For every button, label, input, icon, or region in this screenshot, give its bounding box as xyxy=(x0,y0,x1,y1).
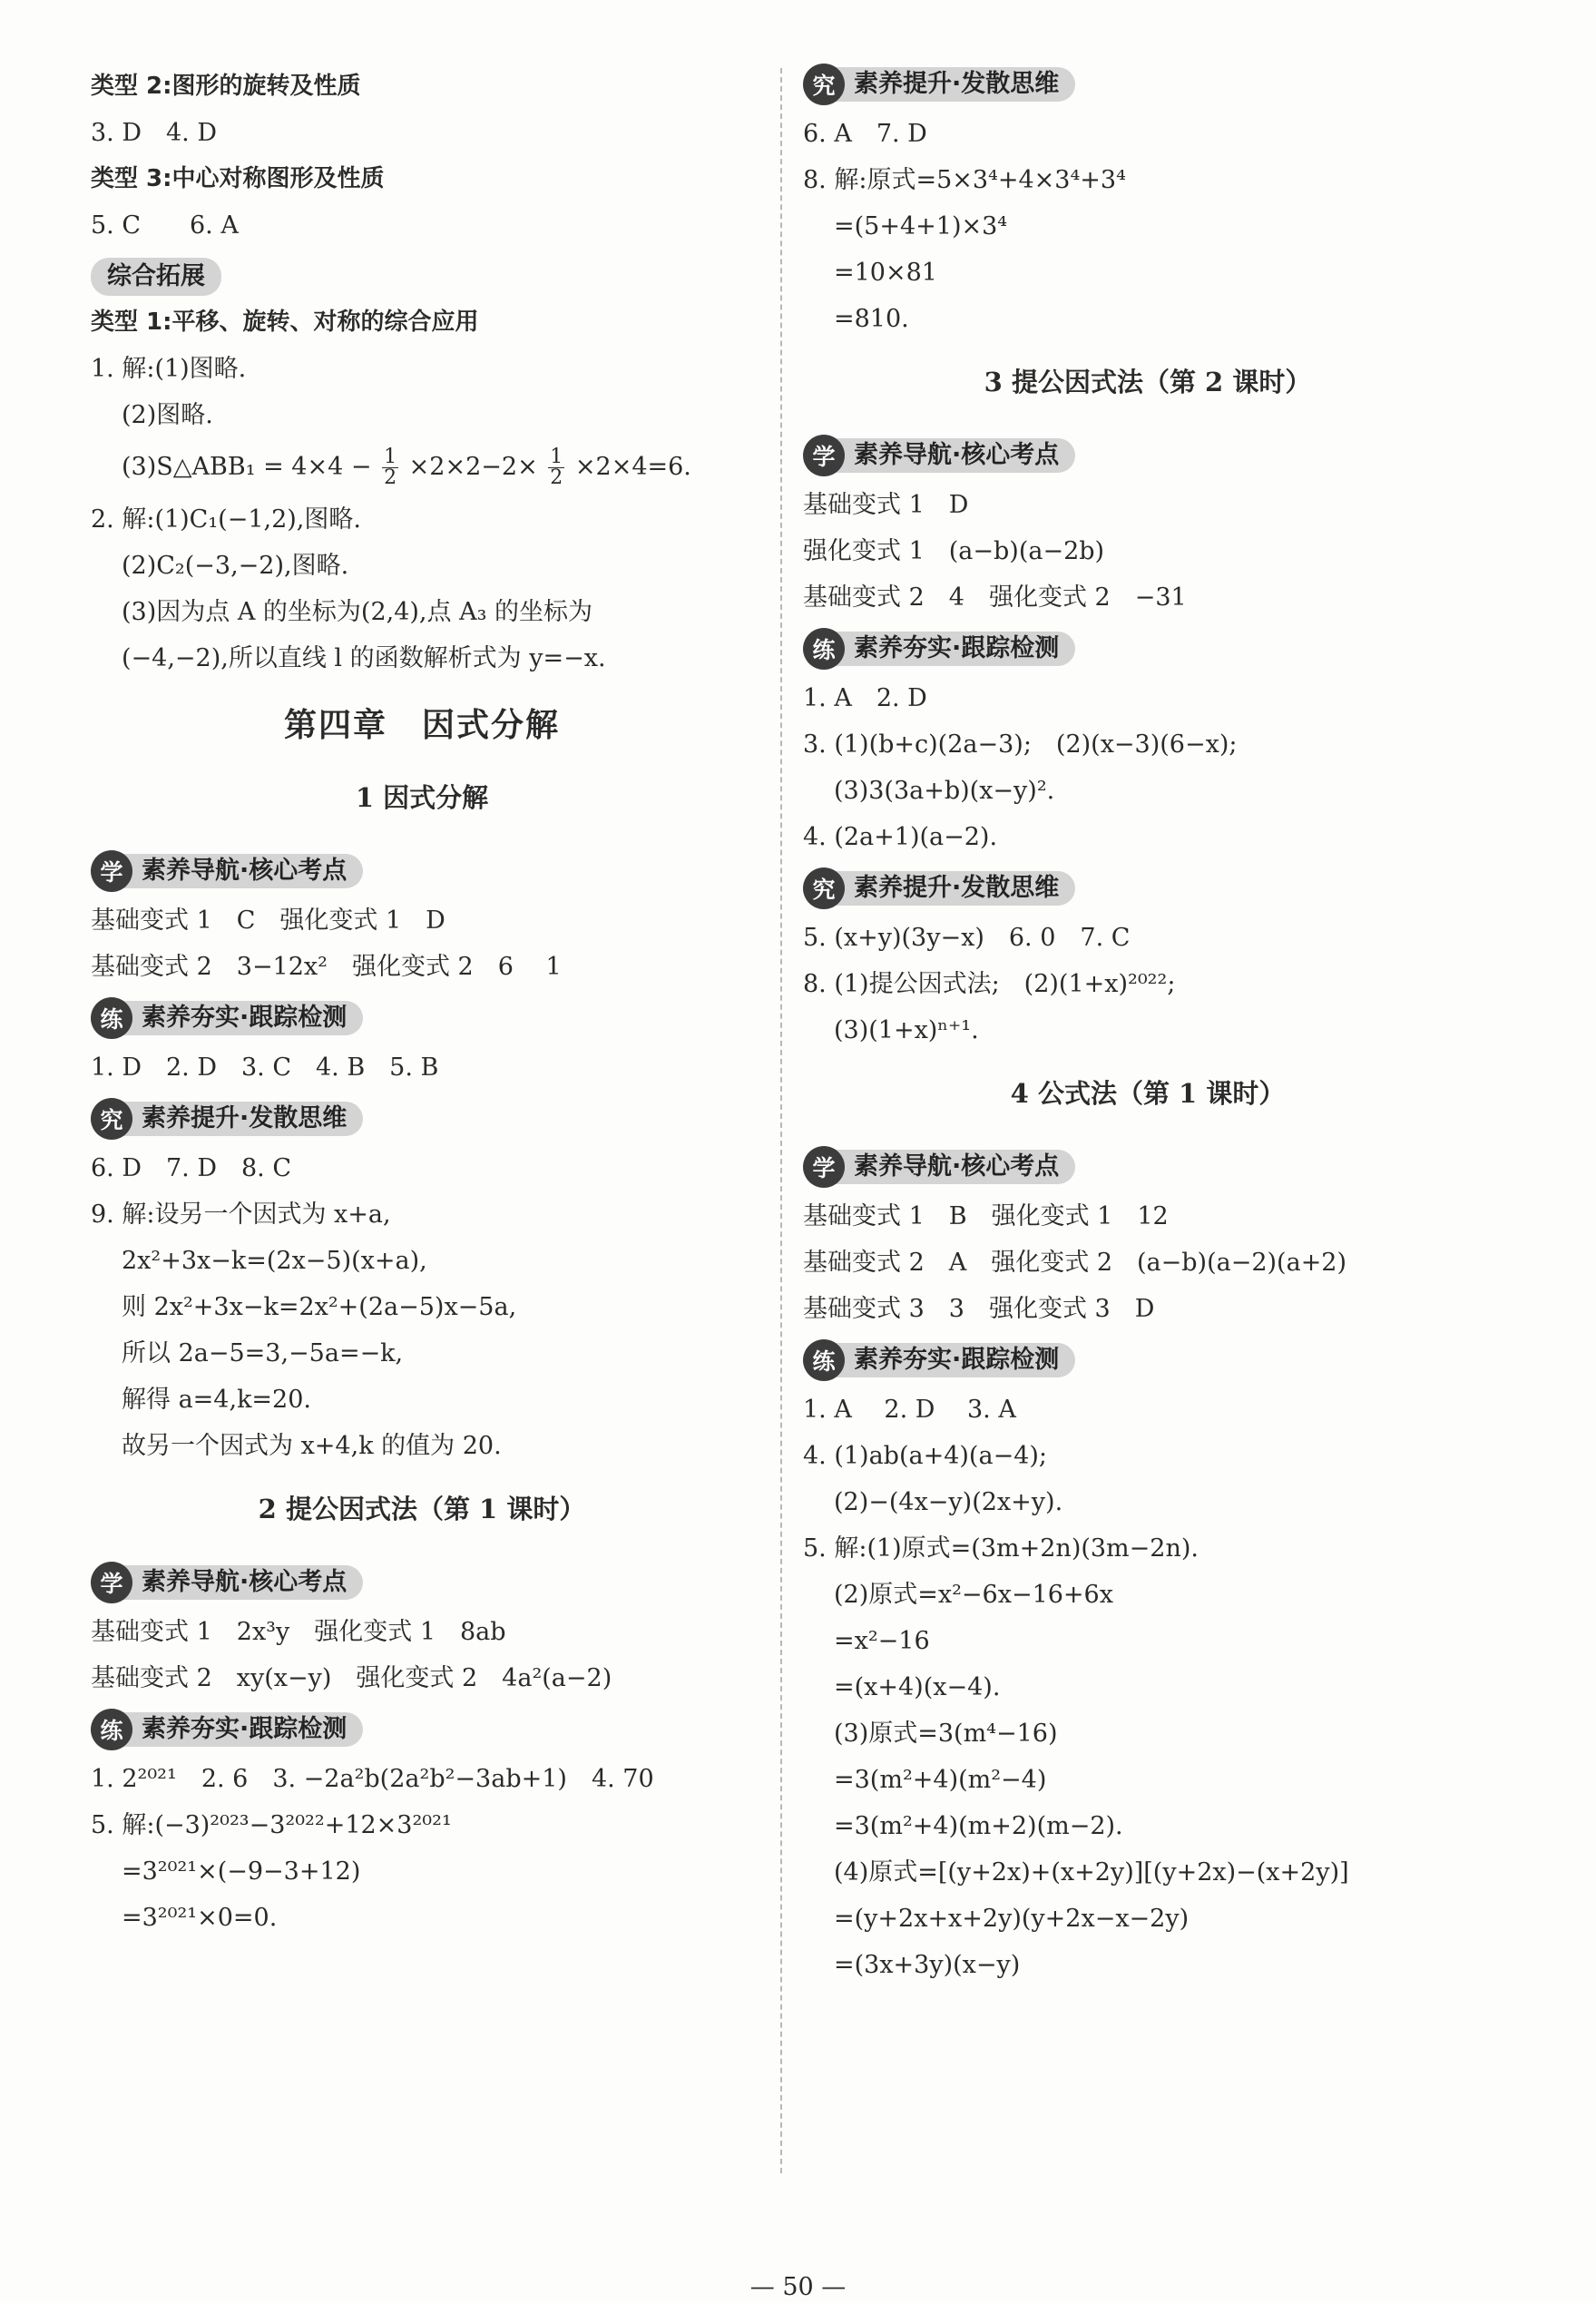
answer-line: 3. D 4. D xyxy=(91,119,217,147)
fraction-numerator: 1 xyxy=(550,446,563,468)
answer-line: 8. (1)提公因式法; (2)(1+x)²⁰²²; xyxy=(803,970,1176,998)
section-header xyxy=(91,850,363,892)
section-badge: 学 xyxy=(803,435,845,476)
section-header xyxy=(91,1562,363,1603)
answer-line-fraction xyxy=(91,438,753,496)
answer-line: 2. 解:(1)C₁(−1,2),图略. xyxy=(91,505,361,534)
page-number: — 50 — xyxy=(749,2273,847,2301)
lesson-title: 2 提公因式法（第 1 课时） xyxy=(258,1494,586,1524)
column-divider xyxy=(780,68,782,2173)
answer-line: 9. 解:设另一个因式为 x+a, xyxy=(91,1200,391,1229)
lesson-title: 1 因式分解 xyxy=(355,782,489,813)
answer-line: 1. A 2. D 3. A xyxy=(803,1396,1016,1424)
answer-line: =810. xyxy=(834,305,909,333)
answer-line: (4)原式=[(y+2x)+(x+2y)][(y+2x)−(x+2y)] xyxy=(834,1858,1349,1886)
answer-line: 1. 解:(1)图略. xyxy=(91,355,247,383)
section-title: 素养提升·发散思维 xyxy=(836,67,1075,102)
answer-line: 则 2x²+3x−k=2x²+(2a−5)x−5a, xyxy=(122,1293,517,1321)
left-column xyxy=(91,64,753,1941)
section-badge: 学 xyxy=(803,1146,845,1188)
section-badge: 练 xyxy=(803,1339,845,1381)
answer-line: 故另一个因式为 x+4,k 的值为 20. xyxy=(122,1432,502,1460)
answer-line: 5. C 6. A xyxy=(91,211,239,240)
answer-line: (2)C₂(−3,−2),图略. xyxy=(122,552,349,580)
section-badge: 学 xyxy=(91,850,132,892)
answer-line: (3)(1+x)ⁿ⁺¹. xyxy=(834,1016,979,1044)
answer-line: =3²⁰²¹×(−9−3+12) xyxy=(122,1857,361,1886)
section-header xyxy=(803,1146,1075,1188)
section-badge: 究 xyxy=(91,1098,132,1140)
section-badge: 学 xyxy=(91,1562,132,1603)
section-header xyxy=(803,435,1075,476)
section-badge: 练 xyxy=(91,1709,132,1750)
answer-line: 5. 解:(1)原式=(3m+2n)(3m−2n). xyxy=(803,1534,1199,1563)
section-header xyxy=(91,997,363,1039)
answer-line: =3(m²+4)(m²−4) xyxy=(834,1766,1047,1794)
section-title: 素养导航·核心考点 xyxy=(123,1565,363,1600)
type-heading: 类型 3:中心对称图形及性质 xyxy=(91,165,385,192)
answer-line: 3. (1)(b+c)(2a−3); (2)(x−3)(6−x); xyxy=(803,730,1238,759)
answer-line: (−4,−2),所以直线 l 的函数解析式为 y=−x. xyxy=(122,644,606,672)
answer-line: 基础变式 1 C 强化变式 1 D xyxy=(91,906,446,935)
answer-line: 基础变式 3 3 强化变式 3 D xyxy=(803,1295,1155,1323)
section-header xyxy=(803,867,1075,909)
answer-line: =(x+4)(x−4). xyxy=(834,1673,1001,1701)
formula-part: (3)S△ABB₁ = 4×4 − xyxy=(122,453,372,481)
fraction-denominator: 2 xyxy=(384,466,397,489)
section-title: 素养导航·核心考点 xyxy=(836,1150,1075,1184)
section-header xyxy=(803,1339,1075,1381)
chapter-title: 第四章 因式分解 xyxy=(283,707,560,744)
answer-line: 5. 解:(−3)²⁰²³−3²⁰²²+12×3²⁰²¹ xyxy=(91,1811,452,1839)
answer-line: 基础变式 2 xy(x−y) 强化变式 2 4a²(a−2) xyxy=(91,1664,612,1692)
answer-line: 基础变式 2 A 强化变式 2 (a−b)(a−2)(a+2) xyxy=(803,1249,1347,1277)
formula-part: ×2×4=6. xyxy=(574,453,691,481)
fraction-numerator: 1 xyxy=(384,446,397,468)
section-badge: 练 xyxy=(803,628,845,670)
answer-line: (3)原式=3(m⁴−16) xyxy=(834,1720,1058,1748)
fraction-denominator: 2 xyxy=(550,466,563,489)
section-header xyxy=(91,1709,363,1750)
type-heading: 类型 2:图形的旋转及性质 xyxy=(91,73,361,100)
section-title: 素养提升·发散思维 xyxy=(123,1102,363,1136)
answer-line: 所以 2a−5=3,−5a=−k, xyxy=(122,1339,404,1367)
answer-line: 基础变式 2 3−12x² 强化变式 2 6 1 xyxy=(91,953,562,981)
fraction xyxy=(382,447,398,488)
section-title: 素养导航·核心考点 xyxy=(836,438,1075,473)
section-header xyxy=(91,1098,363,1140)
answer-line: =(3x+3y)(x−y) xyxy=(834,1951,1021,1979)
answer-line: 基础变式 2 4 强化变式 2 −31 xyxy=(803,583,1187,612)
answer-line: 4. (1)ab(a+4)(a−4); xyxy=(803,1442,1047,1470)
answer-line: (2)原式=x²−6x−16+6x xyxy=(834,1581,1113,1609)
section-badge: 究 xyxy=(803,64,845,105)
answer-line: =x²−16 xyxy=(834,1627,930,1655)
section-header xyxy=(803,64,1075,105)
answer-line: 解得 a=4,k=20. xyxy=(122,1386,311,1414)
lesson-title: 3 提公因式法（第 2 课时） xyxy=(984,367,1312,397)
type-heading: 类型 1:平移、旋转、对称的综合应用 xyxy=(91,309,479,336)
answer-line: =(5+4+1)×3⁴ xyxy=(834,212,1008,240)
answer-line: 6. A 7. D xyxy=(803,120,927,148)
section-title: 素养夯实·跟踪检测 xyxy=(836,1343,1075,1377)
section-badge: 究 xyxy=(803,867,845,909)
fraction xyxy=(548,447,564,488)
section-pill-zonghe: 综合拓展 xyxy=(91,258,221,296)
answer-line: 2x²+3x−k=(2x−5)(x+a), xyxy=(122,1247,427,1275)
section-title: 素养导航·核心考点 xyxy=(123,854,363,888)
answer-line: =(y+2x+x+2y)(y+2x−x−2y) xyxy=(834,1905,1190,1933)
answer-line: 强化变式 1 (a−b)(a−2b) xyxy=(803,537,1105,565)
answer-line: (3)因为点 A 的坐标为(2,4),点 A₃ 的坐标为 xyxy=(122,598,592,626)
section-title: 素养夯实·跟踪检测 xyxy=(123,1001,363,1035)
answer-line: =3²⁰²¹×0=0. xyxy=(122,1904,278,1932)
answer-line: 1. 2²⁰²¹ 2. 6 3. −2a²b(2a²b²−3ab+1) 4. 70 xyxy=(91,1765,654,1793)
answer-line: 4. (2a+1)(a−2). xyxy=(803,823,998,851)
lesson-title: 4 公式法（第 1 课时） xyxy=(1010,1078,1286,1109)
answer-line: =10×81 xyxy=(834,259,937,287)
answer-line: (3)3(3a+b)(x−y)². xyxy=(834,777,1055,805)
answer-line: 5. (x+y)(3y−x) 6. 0 7. C xyxy=(803,924,1131,952)
answer-line: (2)图略. xyxy=(122,401,213,429)
answer-line: (2)−(4x−y)(2x+y). xyxy=(834,1488,1063,1516)
right-column xyxy=(803,64,1493,1988)
section-title: 素养夯实·跟踪检测 xyxy=(836,632,1075,666)
answer-line: 1. A 2. D xyxy=(803,684,927,712)
section-badge: 练 xyxy=(91,997,132,1039)
answer-line: 8. 解:原式=5×3⁴+4×3⁴+3⁴ xyxy=(803,166,1126,194)
formula-part: ×2×2−2× xyxy=(408,453,538,481)
answer-line: =3(m²+4)(m+2)(m−2). xyxy=(834,1812,1123,1840)
section-title: 素养提升·发散思维 xyxy=(836,871,1075,906)
answer-line: 6. D 7. D 8. C xyxy=(91,1154,291,1182)
answer-line: 基础变式 1 2x³y 强化变式 1 8ab xyxy=(91,1618,506,1646)
section-header xyxy=(803,628,1075,670)
answer-line: 1. D 2. D 3. C 4. B 5. B xyxy=(91,1054,439,1082)
answer-line: 基础变式 1 B 强化变式 1 12 xyxy=(803,1202,1169,1230)
section-title: 素养夯实·跟踪检测 xyxy=(123,1712,363,1747)
answer-line: 基础变式 1 D xyxy=(803,491,969,519)
